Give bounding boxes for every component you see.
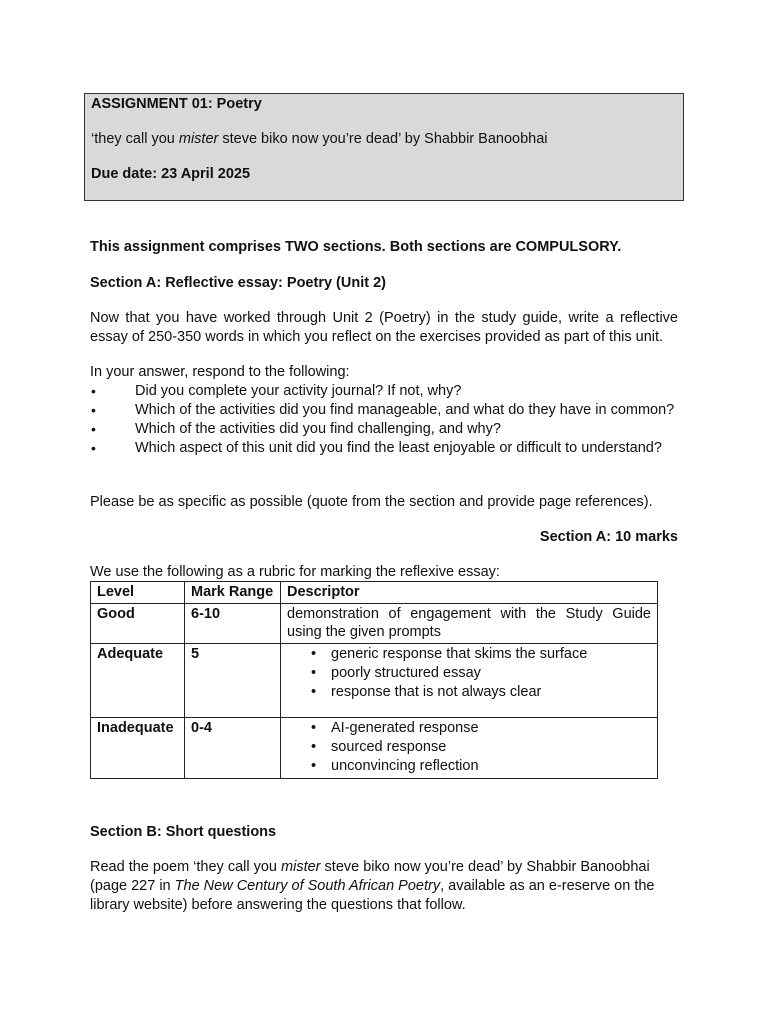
header-mark-range: Mark Range [185, 582, 281, 604]
row-range: 6-10 [185, 604, 281, 644]
list-item: • unconvincing reflection [331, 757, 651, 776]
list-item: • response that is not always clear [331, 683, 651, 702]
list-item: • generic response that skims the surface [331, 645, 651, 664]
row-descriptor: demonstration of engagement with the Study Guide using the given prompts [281, 604, 658, 644]
section-b-paragraph: Read the poem ‘they call you mister steve biko now you’re dead’ by Shabbir Banoobhai (page 227 in The New Century of South African Poetry, available as an e-reserve on the library website) before answering the questions that follow. [90, 859, 655, 913]
list-item: • Did you complete your activity journal? If not, why? [90, 382, 678, 401]
row-range: 0-4 [185, 718, 281, 779]
row-level: Adequate [91, 644, 185, 718]
assignment-title: ASSIGNMENT 01: Poetry [91, 96, 262, 112]
specific-note: Please be as specific as possible (quote from the section and provide page references). [90, 494, 653, 510]
table-row [91, 718, 658, 779]
intro-statement: This assignment comprises TWO sections. Both sections are COMPULSORY. [90, 239, 622, 255]
list-item: • AI-generated response [331, 719, 651, 738]
descriptor-list [287, 719, 651, 776]
row-range: 5 [185, 644, 281, 718]
section-a-heading: Section A: Reflective essay: Poetry (Unit 2) [90, 275, 386, 291]
assignment-header-box [84, 93, 684, 201]
table-row [91, 604, 658, 644]
row-level: Inadequate [91, 718, 185, 779]
poem-reference: ‘they call you mister steve biko now you’re dead’ by Shabbir Banoobhai [91, 131, 548, 147]
section-b-heading: Section B: Short questions [90, 824, 277, 840]
row-descriptor [281, 644, 658, 718]
list-item: • poorly structured essay [331, 664, 651, 683]
due-date: Due date: 23 April 2025 [91, 166, 251, 182]
section-a-paragraph: Now that you have worked through Unit 2 (Poetry) in the study guide, write a reflective essay of 250-350 words in which you reflect on the exercises provided as part of this unit. [90, 310, 678, 345]
prompt-list [90, 382, 678, 458]
header-level: Level [91, 582, 185, 604]
table-row [91, 644, 658, 718]
list-item: • sourced response [331, 738, 651, 757]
table-header-row [91, 582, 658, 604]
list-item: • Which aspect of this unit did you find the least enjoyable or difficult to understand? [90, 439, 678, 458]
row-level: Good [91, 604, 185, 644]
respond-intro: In your answer, respond to the following: [90, 364, 350, 380]
descriptor-list [287, 645, 651, 702]
row-descriptor [281, 718, 658, 779]
rubric-intro: We use the following as a rubric for marking the reflexive essay: [90, 564, 500, 580]
section-a-marks: Section A: 10 marks [539, 529, 678, 545]
list-item: • Which of the activities did you find manageable, and what do they have in common? [90, 401, 678, 420]
rubric-table [90, 581, 658, 779]
list-item: • Which of the activities did you find challenging, and why? [90, 420, 678, 439]
header-descriptor: Descriptor [281, 582, 658, 604]
